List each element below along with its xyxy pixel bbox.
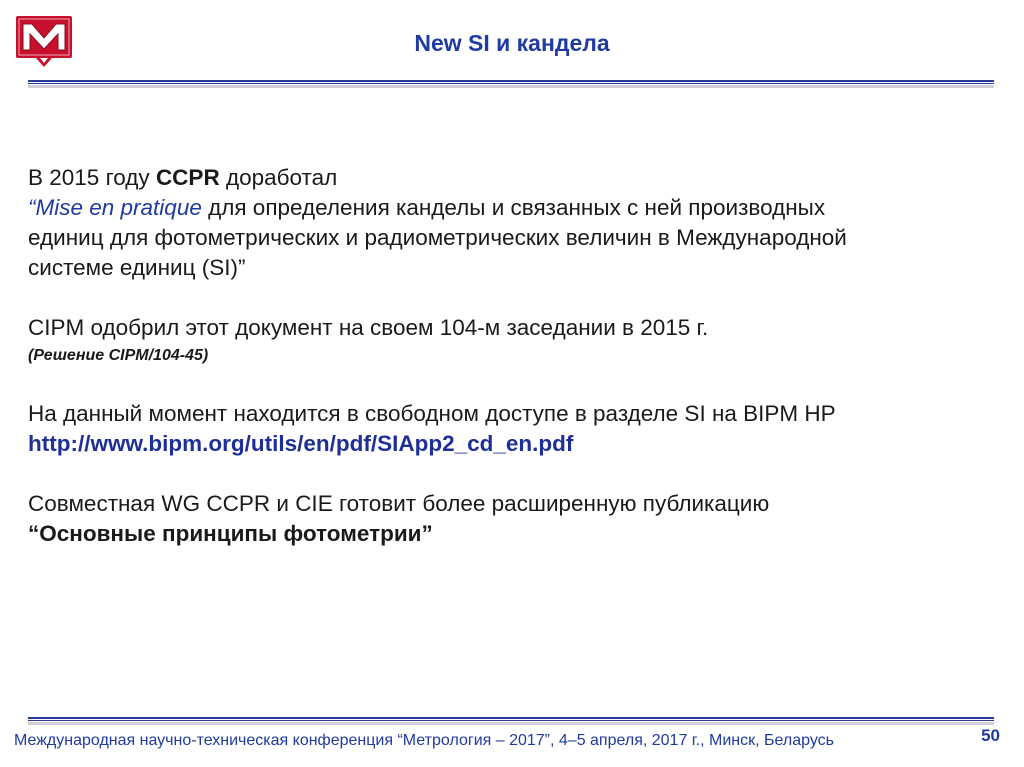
footer-divider-shadow: [28, 722, 994, 725]
bipm-link[interactable]: http://www.bipm.org/utils/en/pdf/SIApp2_cd_en.pdf: [28, 431, 574, 456]
slide-content: [28, 163, 988, 549]
p1-italic-term: Mise en pratique: [35, 195, 202, 220]
spacer: [28, 369, 988, 399]
paragraph-4: Совместная WG CCPR и CIE готовит более расширенную публикацию: [28, 491, 770, 516]
paragraph-3: На данный момент находится в свободном доступе в разделе SI на BIPM HP: [28, 401, 836, 426]
p1-tail: доработал: [219, 165, 338, 190]
paragraph-1-line-4: системе единиц (SI)”: [28, 255, 246, 280]
paragraph-1-line-1: [28, 163, 988, 193]
page-title: New SI и кандела: [414, 30, 610, 56]
paragraph-1-line-3: единиц для фотометрических и радиометрических величин в Международной: [28, 225, 847, 250]
header-divider-shadow: [28, 85, 994, 88]
footer-conference: Международная научно-техническая конференция “Метрология – 2017”, 4–5 апреля, 2017 г., Минск, Беларусь: [14, 732, 834, 749]
publication-title: “Основные принципы фотометрии”: [28, 521, 433, 546]
p1-quote-open: “: [28, 195, 36, 220]
p1-lead: В 2015 году: [28, 165, 156, 190]
header-divider: [28, 80, 994, 84]
decision-reference: (Решение CIPM/104-45): [28, 347, 209, 364]
spacer: [28, 283, 988, 313]
p1-line-rest: для определения канделы и связанных с ней производных: [201, 195, 826, 220]
footer-divider: [28, 717, 994, 721]
p1-org: CCPR: [155, 165, 220, 190]
spacer: [28, 459, 988, 489]
page-number: 50: [981, 726, 1000, 745]
paragraph-2: CIPM одобрил этот документ на своем 104-м заседании в 2015 г.: [28, 315, 709, 340]
paragraph-1-line-2: [28, 193, 988, 223]
